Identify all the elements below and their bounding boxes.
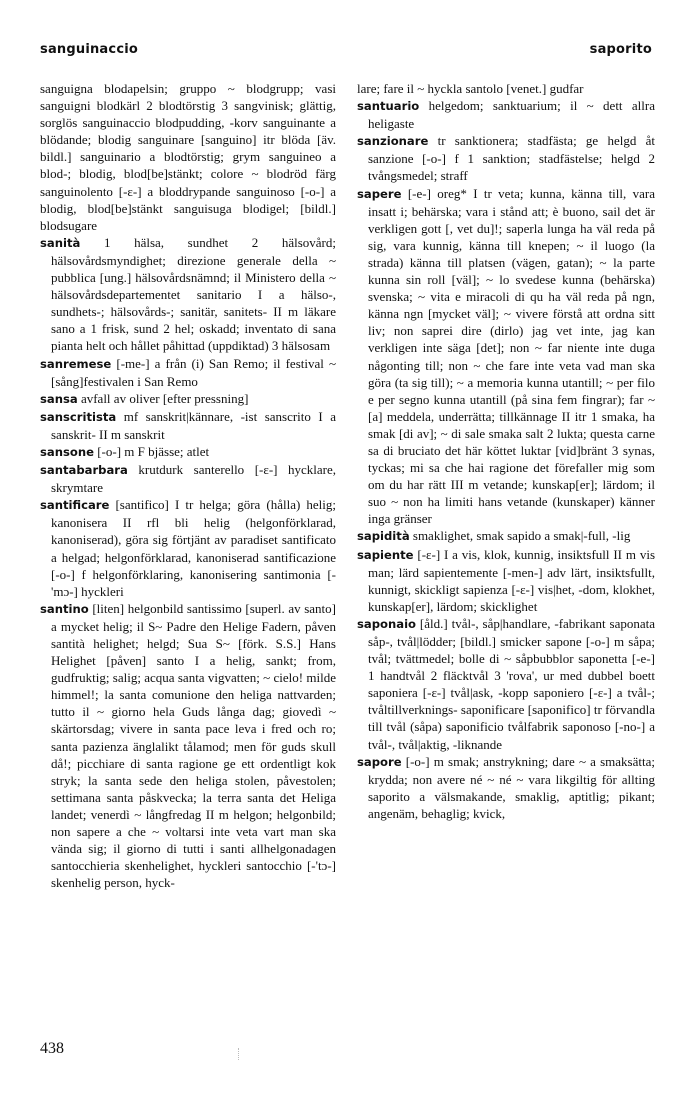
entry-headword: sanremese	[40, 356, 112, 371]
entry-headword: sansone	[40, 444, 94, 459]
entry-text: [-me-] a från (i) San Remo; il festival ~ [sång]festivalen i San Remo	[51, 355, 336, 389]
entry-headword: santificare	[40, 498, 110, 513]
dictionary-entry	[40, 496, 336, 600]
entry-text: [-ɛ-] I a vis, klok, kunnig, insiktsfull II m vis man; lärd sapientemente [-men-] adv lärt, insiktsfullt, kunnigt, skickligt sapienza [-ɛ-] vis|het, -dom, klokhet, kunskap[er], lärdom; skicklighet	[368, 546, 655, 614]
entry-headword: sanscritista	[40, 409, 117, 424]
page-number: 438	[40, 1040, 64, 1057]
dictionary-entry	[40, 443, 336, 461]
entry-headword: sapiente	[357, 547, 414, 562]
entry-text: [-e-] oreg* I tr veta; kunna, känna till, vara insatt i; behärska; vara i stånd att; è buono, sail det är verkligen gott [, vet du]!; saperla lunga ha väl reda på sig, vara kunnig, känna till knepen; ~ il luogo (la strada) känna till platsen (vägen, gatan); ~ la parte kunna sin roll [väl]; ~ lo svedese kunna (behärska) svenska; ~ vita e miracoli di qu ha väl reda på ngn, känna ngn [mycket väl]; ~ vivere förstå att ordna sitt liv; non saprei dire (dirlo) jag vet inte, jag kan verkligen inte säga [det]; non ~ far niente inte duga någonting till; non ~ che fare inte veta vad man ska göra (ta sig till); ~ a memoria kunna utantill; ~ per filo e per segno kunna utantill (på sina fem fingrar); far ~ [a] meddela, underrätta; tillkännage II itr 1 smaka, ha smak [di av]; ~ di sale smaka salt 2 lukta; questa carne sa di bruciato det här köttet luktar [vid]bränt 3 synas, tyckas; mi sa che hai ragione det förefaller mig som om du har rätt III m vetande; kunskap[er]; lärdom; il suo ~ non ha limiti hans vetande (kunskaper) känner inga gränser	[368, 185, 655, 527]
dictionary-entry	[357, 132, 655, 184]
dictionary-entry	[357, 97, 655, 132]
dictionary-column-left	[40, 80, 336, 891]
entry-text: [santifico] I tr helga; göra (hålla) helig; kanonisera II rfl bli helig (helgonförklarad, kanoniserad), göra sig förtjänt av paradiset santificato a helgad; helgonförklarad, kanoniserad santificazione [-o-] f helgonförklaring, kanonisering santimonia [-'mɔ-] hyckleri	[51, 497, 336, 599]
entry-text: avfall av oliver [efter pressning]	[77, 390, 249, 406]
entry-text: lare; fare il ~ hyckla santolo [venet.] gudfar	[357, 81, 584, 96]
entry-headword: sapidità	[357, 529, 410, 544]
entry-headword: santuario	[357, 99, 420, 114]
dictionary-entry	[40, 461, 336, 496]
entry-headword: santino	[40, 601, 89, 616]
dictionary-entry	[357, 753, 655, 822]
entry-headword: sanzionare	[357, 134, 429, 149]
entry-text: 1 hälsa, sundhet 2 hälsovård; hälsovårdsmyndighet; direzione generale della ~ pubblica [ung.] hälsovårdsnämnd; il Ministero della ~ hälsovårdsdepartementet sanitario I a hälso-, sundhets-; hälsovårds-; sanitär, sanitets- II m läkare sano a 1 frisk, sund 2 hel; oskadd; inventato di sana pianta helt och hållet påhittad (uppdiktad) 3 hälsosam	[51, 234, 336, 354]
entry-text: krutdurk santerello [-ɛ-] hycklare, skrymtare	[51, 462, 336, 496]
entry-headword: saponaio	[357, 616, 417, 631]
dictionary-column-right	[357, 80, 655, 822]
running-head-left: sanguinaccio	[40, 42, 139, 57]
entry-text: smaklighet, smak sapido a smak|-full, -lig	[409, 528, 631, 544]
dictionary-entry	[40, 600, 336, 892]
entry-headword: sansa	[40, 391, 78, 406]
entry-headword: sapore	[357, 754, 402, 769]
entry-headword: santabarbara	[40, 463, 128, 478]
dictionary-entry	[40, 80, 336, 234]
entry-text: sanguigna blodapelsin; gruppo ~ blodgrupp; vasi sanguigni blodkärl 2 blodtörstig 3 sangvinisk; glättig, sorglös sanguinaccio blodpudding, -korv sanguinante a blödande; blodig sanguinare [sanguino] itr blöda [äv. bildl.] sanguinario a blodtörstig; grym sanguineo a blod-; blodig, blod[be]stänkt; colore ~ blodröd färg sanguinolento [-ɛ-] a bloddrypande sanguinoso [-o-] a blodig, blod[be]stänkt sanguisuga blodigel; [bildl.] blodsugare	[40, 81, 336, 233]
dictionary-entry	[357, 185, 655, 528]
dictionary-entry	[357, 615, 655, 753]
dictionary-entry	[40, 234, 336, 355]
entry-text: [-o-] m F bjässe; atlet	[93, 443, 210, 459]
entry-text: [liten] helgonbild santissimo [superl. av santo] a mycket helig; il S~ Padre den Helige Fadern, påven santità helighet; helgd; Sua S~ [förk. S.S.] Hans Helighet [påven] santo I a helig, sankt; from, gudfruktig; salig; acqua santa vigvatten; ~ cielo! milde himmel!; la santa comunione den heliga nattvarden; tutto il ~ giorno hela Guds långa dag; giovedì ~ skärtorsdag; vivere in santa pace leva i fred och ro; santa pazienza änglalikt tålamod; men för guds skull då!; picchiare di santa ragione ge ett ordentligt kok stryk; la santa sede den heliga stolen, påvestolen; settimana santa påskvecka; la terra santa det Heliga landet; venerdì ~ långfredag II m helgon; helgonbild; non sapere a che ~ voltarsi inte veta vart man ska vända sig; il giorno di tutti i santi allhelgonadagen santocchieria skenhelighet, hyckleri santocchio [-'tɔ-] skenhelig person, hyck-	[51, 600, 336, 891]
entry-text: helgedom; sanktuarium; il ~ dett allra heligaste	[368, 98, 655, 132]
entry-text: [åld.] tvål-, såp|handlare, -fabrikant saponata såp-, tvål|lödder; [bildl.] smicker sapone [-o-] m såpa; tvål; tvättmedel; bolle di ~ såpbubblor saponetta [-e-] 1 handtvål 2 fläcktvål 3 'rova', ur med dubbel boett saponiera [-ɛ-] tvål|ask, -kopp saponiero [-ɛ-] a tvål-; tvåltillverknings- saponificare [saponifico] tr förvandla till tvål (såpa) saponificio tvålfabrik saponoso [-no-] a tvål-, tvål|aktig, -liknande	[368, 615, 655, 752]
entry-headword: sanità	[40, 235, 81, 250]
entry-headword: sapere	[357, 186, 402, 201]
running-head-right: saporito	[589, 42, 652, 57]
entry-text: [-o-] m smak; anstrykning; dare ~ a smaksätta; krydda; non avere né ~ né ~ vara likgiltig för allting saporito a välsmakande, smaklig, aptitlig; pikant; angenäm, behaglig; kvick,	[368, 753, 655, 821]
scan-speck	[238, 1048, 244, 1060]
entry-text: tr sanktionera; stadfästa; ge helgd åt sanzione [-o-] f 1 sanktion; stadfästelse; helgd 2 tvångsmedel; straff	[368, 133, 655, 184]
dictionary-entry	[40, 408, 336, 443]
entry-text: mf sanskrit|kännare, -ist sanscrito I a sanskrit- II m sanskrit	[51, 408, 336, 442]
dictionary-entry	[357, 527, 655, 545]
dictionary-entry	[357, 80, 655, 97]
dictionary-entry	[40, 390, 336, 408]
dictionary-entry	[357, 546, 655, 615]
dictionary-entry	[40, 355, 336, 390]
